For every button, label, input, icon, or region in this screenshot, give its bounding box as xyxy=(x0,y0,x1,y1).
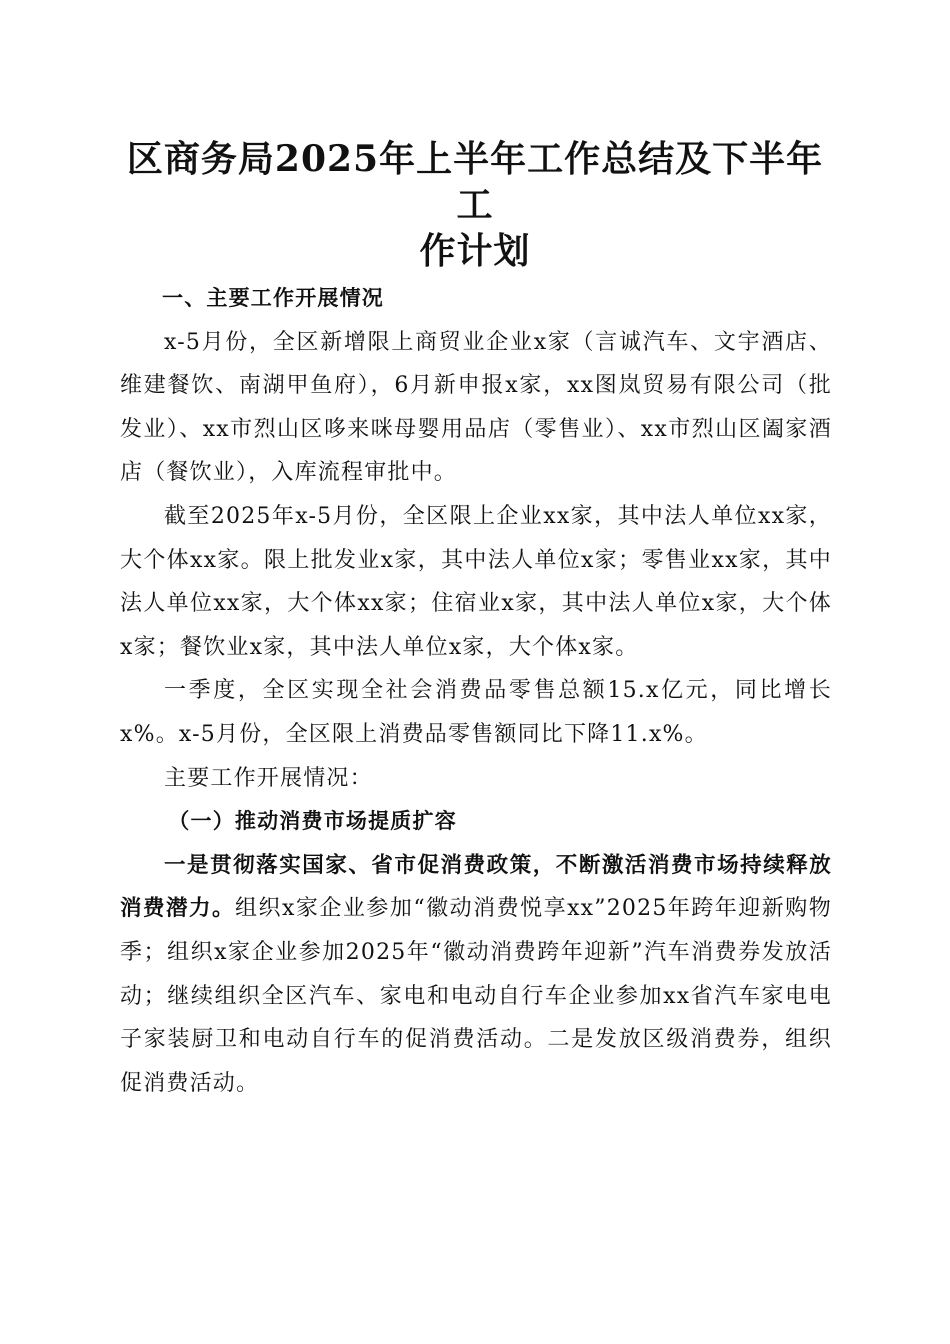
paragraph-retail-sales: 一季度，全区实现全社会消费品零售总额15.x亿元，同比增长x%。x-5月份，全区限上消费品零售额同比下降11.x%。 xyxy=(120,678,832,747)
paragraph-consumption-policy xyxy=(120,844,832,1106)
paragraph-body-text: 组织x家企业参加“徽动消费悦享xx”2025年跨年迎新购物季；组织x家企业参加2025年“徽动消费跨年迎新”汽车消费券发放活动；继续组织全区汽车、家电和电动自行车企业参加xx省汽车家电电子家装厨卫和电动自行车的促消费活动。二是发放区级消费券，组织促消费活动。 xyxy=(120,896,832,1096)
title-line-1: 区商务局2025年上半年工作总结及下半年工 xyxy=(126,138,824,226)
paragraph-work-intro: 主要工作开展情况： xyxy=(164,765,373,791)
paragraph-lead-text: 一是贯彻落实国家、省市促消费政策，不断激活消费市场持续释放消费潜力。 xyxy=(120,852,832,922)
paragraph-new-enterprises: x-5月份，全区新增限上商贸业企业x家（言诚汽车、文宇酒店、维建餐饮、南湖甲鱼府），6月新申报x家，xx图岚贸易有限公司（批发业）、xx市烈山区哆来咪母婴用品店（零售业）、xx市烈山区阖家酒店（餐饮业），入库流程审批中。 xyxy=(120,329,832,486)
subsection-heading: （一）推动消费市场提质扩容 xyxy=(168,809,457,834)
title-line-2: 作计划 xyxy=(419,230,531,272)
paragraph-enterprise-counts: 截至2025年x-5月份，全区限上企业xx家，其中法人单位xx家，大个体xx家。限上批发业x家，其中法人单位x家；零售业xx家，其中法人单位xx家，大个体xx家；住宿业x家，其中法人单位x家，大个体x家；餐饮业x家，其中法人单位x家，大个体x家。 xyxy=(120,503,832,660)
document-body xyxy=(120,277,832,1105)
document-title xyxy=(110,136,840,274)
section-heading: 一、主要工作开展情况 xyxy=(162,286,384,310)
